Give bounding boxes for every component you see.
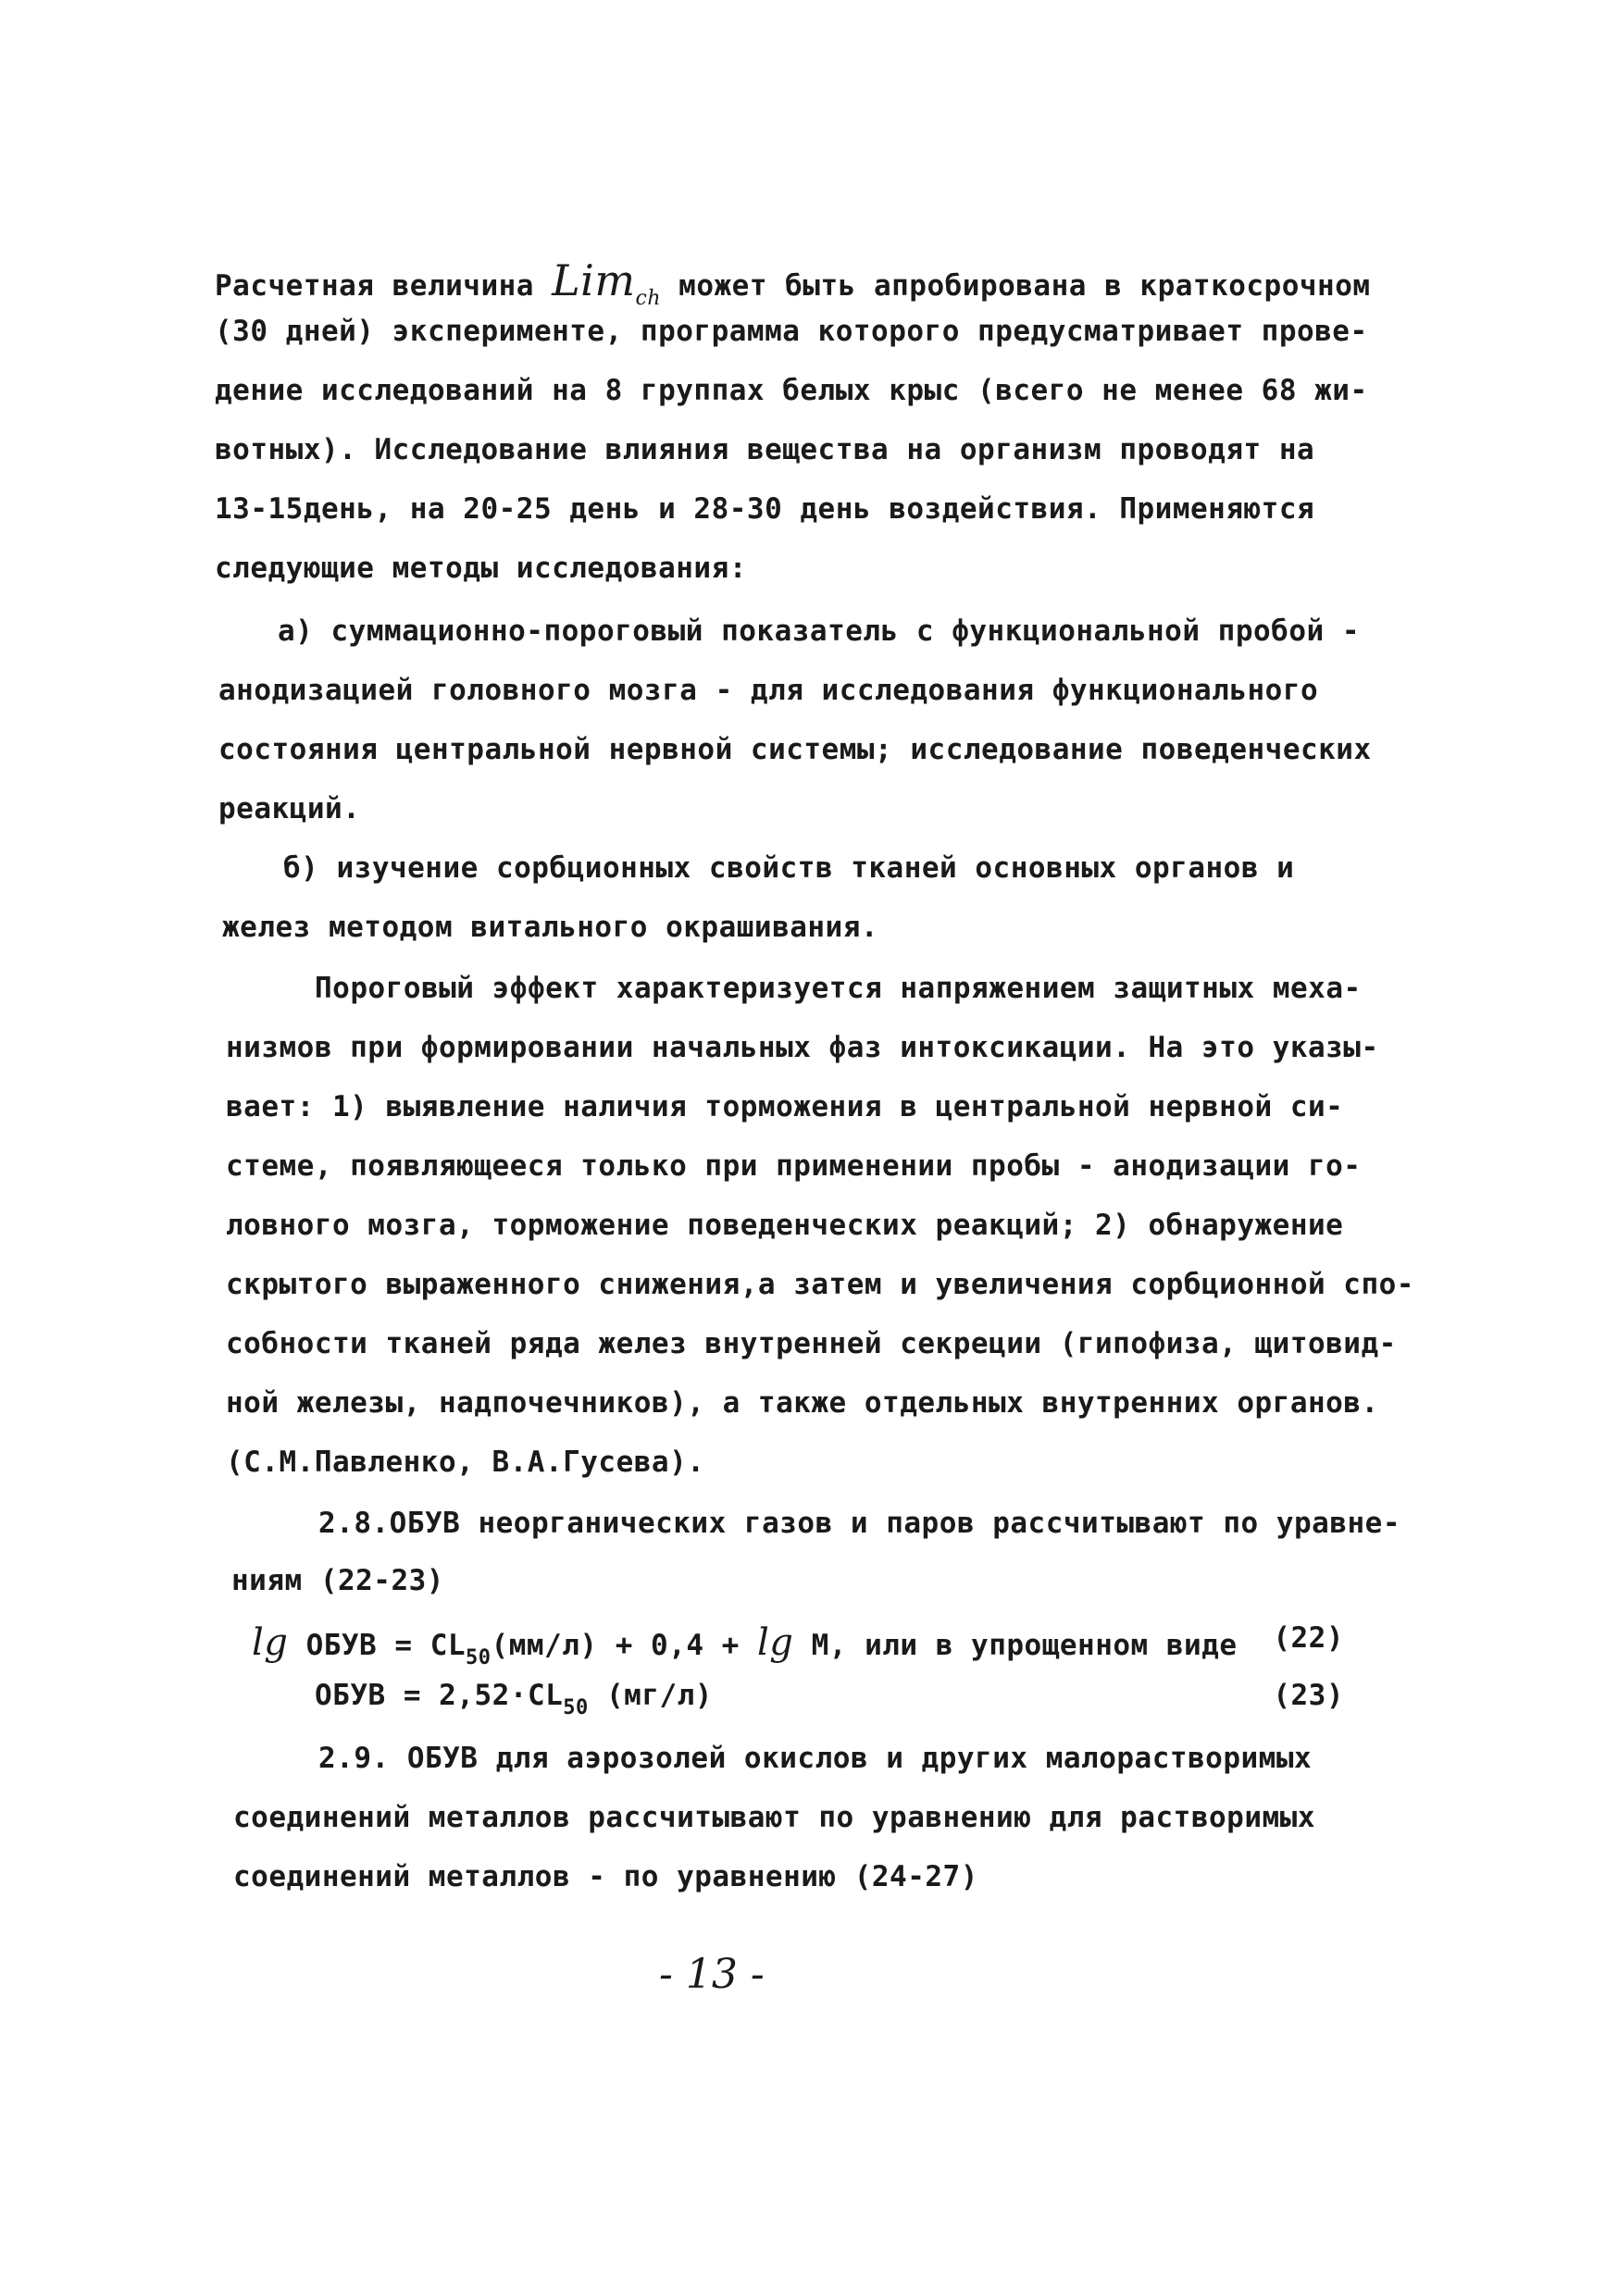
paragraph-1-line-4: вотных). Исследование влияния вещества на организм проводят на: [215, 433, 1315, 466]
paragraph-1-line-3: дение исследований на 8 группах белых крыс (всего не менее 68 жи-: [215, 374, 1368, 407]
handwritten-lim: Lim: [552, 255, 636, 305]
page-number: - 13 -: [659, 1951, 765, 1998]
paragraph-1-line-1: [215, 255, 1371, 310]
paragraph-2-line-8: ной железы, надпочечников), а также отдельных внутренних органов.: [226, 1386, 1379, 1420]
equation-subscript: 50: [563, 1696, 589, 1719]
paragraph-2-line-9: (С.М.Павленко, В.А.Гусева).: [226, 1446, 705, 1479]
section-2-9-line-1: 2.9. ОБУВ для аэрозолей окислов и других малорастворимых: [318, 1742, 1313, 1775]
paragraph-1-line-2: (30 дней) эксперименте, программа которого предусматривает прове-: [215, 315, 1368, 348]
section-2-8-line-1: 2.8.ОБУВ неорганических газов и паров рассчитывают по уравне-: [318, 1507, 1400, 1540]
item-a-line-2: анодизацией головного мозга - для исследования функционального: [218, 674, 1319, 707]
text-fragment: может быть апробирована в краткосрочном: [661, 269, 1371, 303]
paragraph-2-line-1: Пороговый эффект характеризуется напряжением защитных меха-: [315, 972, 1362, 1005]
handwritten-lg: lg: [252, 1621, 289, 1664]
equation-22: [252, 1621, 1344, 1669]
paragraph-1-line-6: следующие методы исследования:: [215, 552, 747, 585]
paragraph-1-line-5: 13-15день, на 20-25 день и 28-30 день воздействия. Применяются: [215, 492, 1315, 526]
item-a-line-4: реакций.: [218, 792, 361, 825]
equation-text: (мг/л): [588, 1679, 713, 1712]
equation-23: [315, 1679, 1344, 1719]
handwritten-subscript-ch: ch: [635, 287, 661, 310]
equation-text: (мм/л) + 0,4 +: [491, 1629, 758, 1662]
item-b-line-2: желез методом витального окрашивания.: [222, 911, 879, 944]
equation-text: M, или в упрощенном виде: [793, 1629, 1238, 1662]
item-a-line-1: а) суммационно-пороговый показатель с функциональной пробой -: [278, 614, 1360, 648]
equation-number: (23): [1273, 1679, 1344, 1712]
item-b-line-1: б) изучение сорбционных свойств тканей основных органов и: [283, 851, 1295, 885]
section-2-9-line-2: соединений металлов рассчитывают по уравнению для растворимых: [233, 1801, 1315, 1834]
section-2-8-line-2: ниям (22-23): [231, 1564, 444, 1597]
item-a-line-3: состояния центральной нервной системы; исследование поведенческих: [218, 733, 1372, 766]
paragraph-2-line-4: стеме, появляющееся только при применении пробы - анодизации го-: [226, 1149, 1362, 1183]
equation-text: ОБУВ = 2,52·CL: [315, 1679, 564, 1712]
paragraph-2-line-6: скрытого выраженного снижения,а затем и увеличения сорбционной спо-: [226, 1268, 1414, 1301]
equation-subscript: 50: [466, 1646, 492, 1669]
text-fragment: Расчетная величина: [215, 269, 553, 303]
section-2-9-line-3: соединений металлов - по уравнению (24-27): [233, 1860, 978, 1893]
paragraph-2-line-3: вает: 1) выявление наличия торможения в центральной нервной си-: [226, 1090, 1344, 1123]
handwritten-lg: lg: [757, 1621, 794, 1664]
paragraph-2-line-5: ловного мозга, торможение поведенческих реакций; 2) обнаружение: [226, 1209, 1344, 1242]
equation-text: ОБУВ = CL: [288, 1629, 467, 1662]
equation-number: (22): [1273, 1621, 1344, 1655]
paragraph-2-line-7: собности тканей ряда желез внутренней секреции (гипофиза, щитовид-: [226, 1327, 1397, 1360]
paragraph-2-line-2: низмов при формировании начальных фаз интоксикации. На это указы-: [226, 1031, 1379, 1064]
